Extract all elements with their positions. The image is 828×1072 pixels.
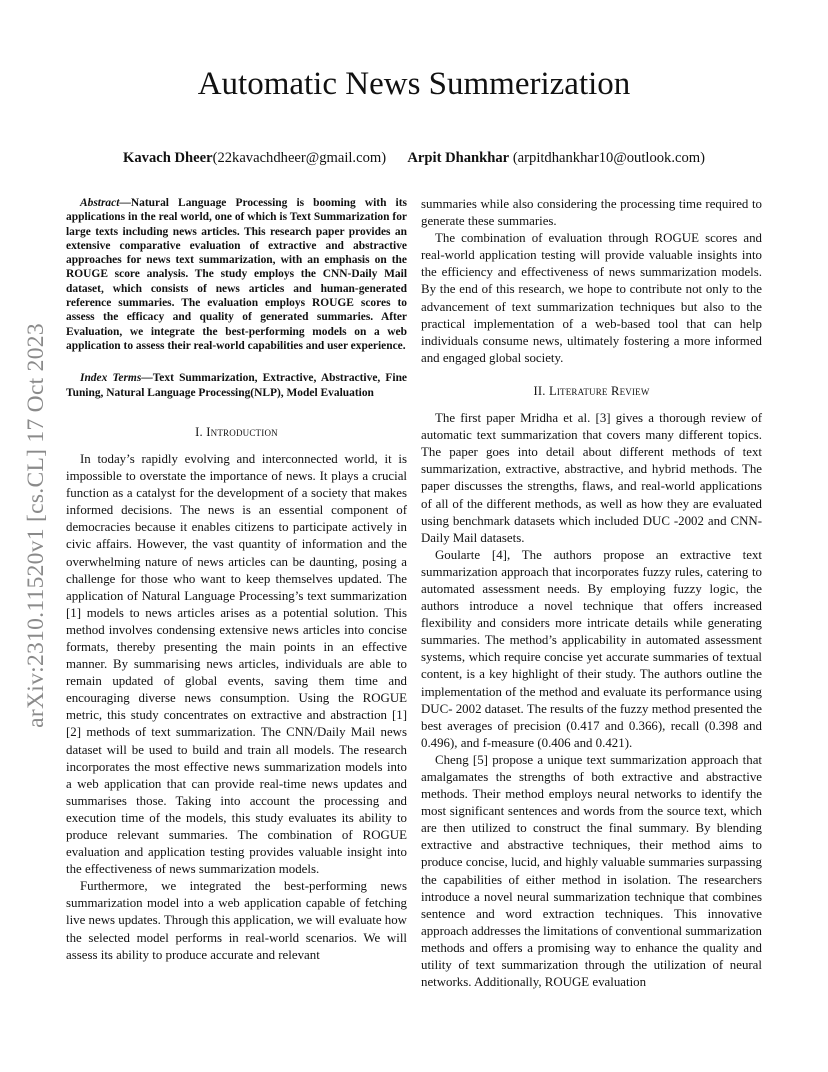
paragraph: In today’s rapidly evolving and interconnected world, it is impossible to overstate the importance of news. It plays a crucial function as a catalyst for the development of a society that makes informed decisions. The news is an essential component of democracies because it enables citizens to participate actively in civic affairs. However, the vast quantity of information and the overwhelming nature of news articles can be daunting, posing a challenge for those who want to keep themselves updated. The application of Natural Language Processing’s text summarization [1] models to news articles arises as a potential solution. This method involves condensing extensive news articles into concise formats, thereby presenting the main points in an effective manner. By summarising news articles, individuals are able to remain updated of global events, saving them time and encouraging diverse news consumption. Using the ROGUE metric, this study concentrates on extractive and abstraction [1][2] methods of text summarization. The CNN/Daily Mail news dataset will be used to build and train all models. The research incorporates the most effective news summarization models into a web application that can provide real-time news updates and summarises those. Taking into account the processing and execution time of the models, this study evaluates its ability to produce relevant summaries. The combination of ROGUE evaluation and application testing provides valuable insight into the effectiveness of news summarization models. <box>66 451 407 877</box>
section-heading-introduction <box>66 424 407 441</box>
abstract-text: —Natural Language Processing is booming with its applications in the real world, one of which is Text Summarization for large texts including news articles. This research paper provides an extensive comparative evaluation of extractive and abstractive approaches for news text summarization, with an emphasis on the ROUGE score analysis. The study employs the CNN-Daily Mail dataset, which consists of news articles and human-generated reference summaries. The evaluation employs ROUGE scores to assess the efficacy and quality of generated summaries. After Evaluation, we integrate the best-performing models on a web application to assess their real-world capabilities and user experience. <box>66 197 407 352</box>
arxiv-identifier-stamp <box>14 290 58 760</box>
author-2-name: Arpit Dhankhar <box>407 150 510 166</box>
section-title: Introduction <box>206 424 278 439</box>
author-1-email: (22kavachdheer@gmail.com) <box>212 150 387 166</box>
section-number: II. <box>533 383 549 398</box>
right-column <box>421 196 762 991</box>
index-terms-lead: Index Terms <box>80 372 142 385</box>
paragraph: Furthermore, we integrated the best-performing news summarization model into a web application capable of fetching live news updates. Through this application, we will evaluate how the selected model performs in real-world scenarios. We will assess its ability to produce accurate and relevant <box>66 879 407 962</box>
paragraph: The combination of evaluation through ROGUE scores and real-world application testing will provide valuable insights into the efficiency and effectiveness of news summarization models. By the end of this research, we hope to contribute not only to the advancement of text summarization techniques but also to the practical implementation of a web-based tool that can help individuals consume news, ultimately fostering a more informed and engaged global society. <box>421 231 762 365</box>
paragraph-continued: summaries while also considering the processing time required to generate these summaries. <box>421 197 762 229</box>
abstract-lead: Abstract <box>80 197 120 209</box>
section-number: I. <box>195 424 207 439</box>
author-line <box>66 150 762 167</box>
paragraph: Cheng [5] propose a unique text summarization approach that amalgamates the strengths of both extractive and abstractive methods. Their method employs neural networks to identify the most significant sentences and words from the source text, which are then utilized to construct the final summary. By blending extractive and abstractive techniques, their method aims to produce concise, lucid, and highly valuable summaries surpassing the capabilities of either method in isolation. The researchers introduce a novel neural summarization technique that combines sentence and word extraction techniques. This innovative approach addresses the limitations of conventional summarization methods and offers a promising way to enhance the quality and utility of text summarization through the utilization of neural networks. Additionally, ROUGE evaluation <box>421 752 762 990</box>
index-terms <box>66 371 407 400</box>
index-terms-text: —Text Summarization, Extractive, Abstractive, Fine Tuning, Natural Language Processing(NLP), Model Evaluation <box>66 372 408 399</box>
paragraph: Goularte [4], The authors propose an extractive text summarization approach that incorporates fuzzy rules, catering to automated assessment needs. By employing fuzzy logic, the authors introduce a novel technique that offers increased flexibility and considers more intricate details while generating summaries. The method’s applicability in automated assessment systems, which require concise yet accurate summaries of textual content, is a key highlight of their study. The authors outline the implementation of the method and evaluate its performance using DUC- 2002 dataset. The results of the fuzzy method presented the best averages of precision (0.417 and 0.366), recall (0.398 and 0.496), and f-measure (0.406 and 0.421). <box>421 547 762 750</box>
arxiv-identifier-text: arXiv:2310.11520v1 [cs.CL] 17 Oct 2023 <box>22 322 49 728</box>
author-2-email: (arpitdhankhar10@outlook.com) <box>509 150 705 166</box>
left-column <box>66 196 407 964</box>
section-heading-literature-review <box>421 383 762 400</box>
section-title: Literature Review <box>548 383 650 398</box>
author-1-name: Kavach Dheer <box>123 150 213 166</box>
paragraph: The first paper Mridha et al. [3] gives a thorough review of automatic text summarization that covers many different topics. The paper goes into detail about different methods of text summarization, extractive, abstractive, and hybrid methods. The paper discusses the strengths, flaws, and real-world applications of all of the different methods, as well as how they are evaluated using benchmark datasets which included DUC -2002 and CNN-Daily Mail datasets. <box>421 411 762 545</box>
abstract <box>66 196 407 353</box>
paper-title: Automatic News Summerization <box>197 66 631 102</box>
